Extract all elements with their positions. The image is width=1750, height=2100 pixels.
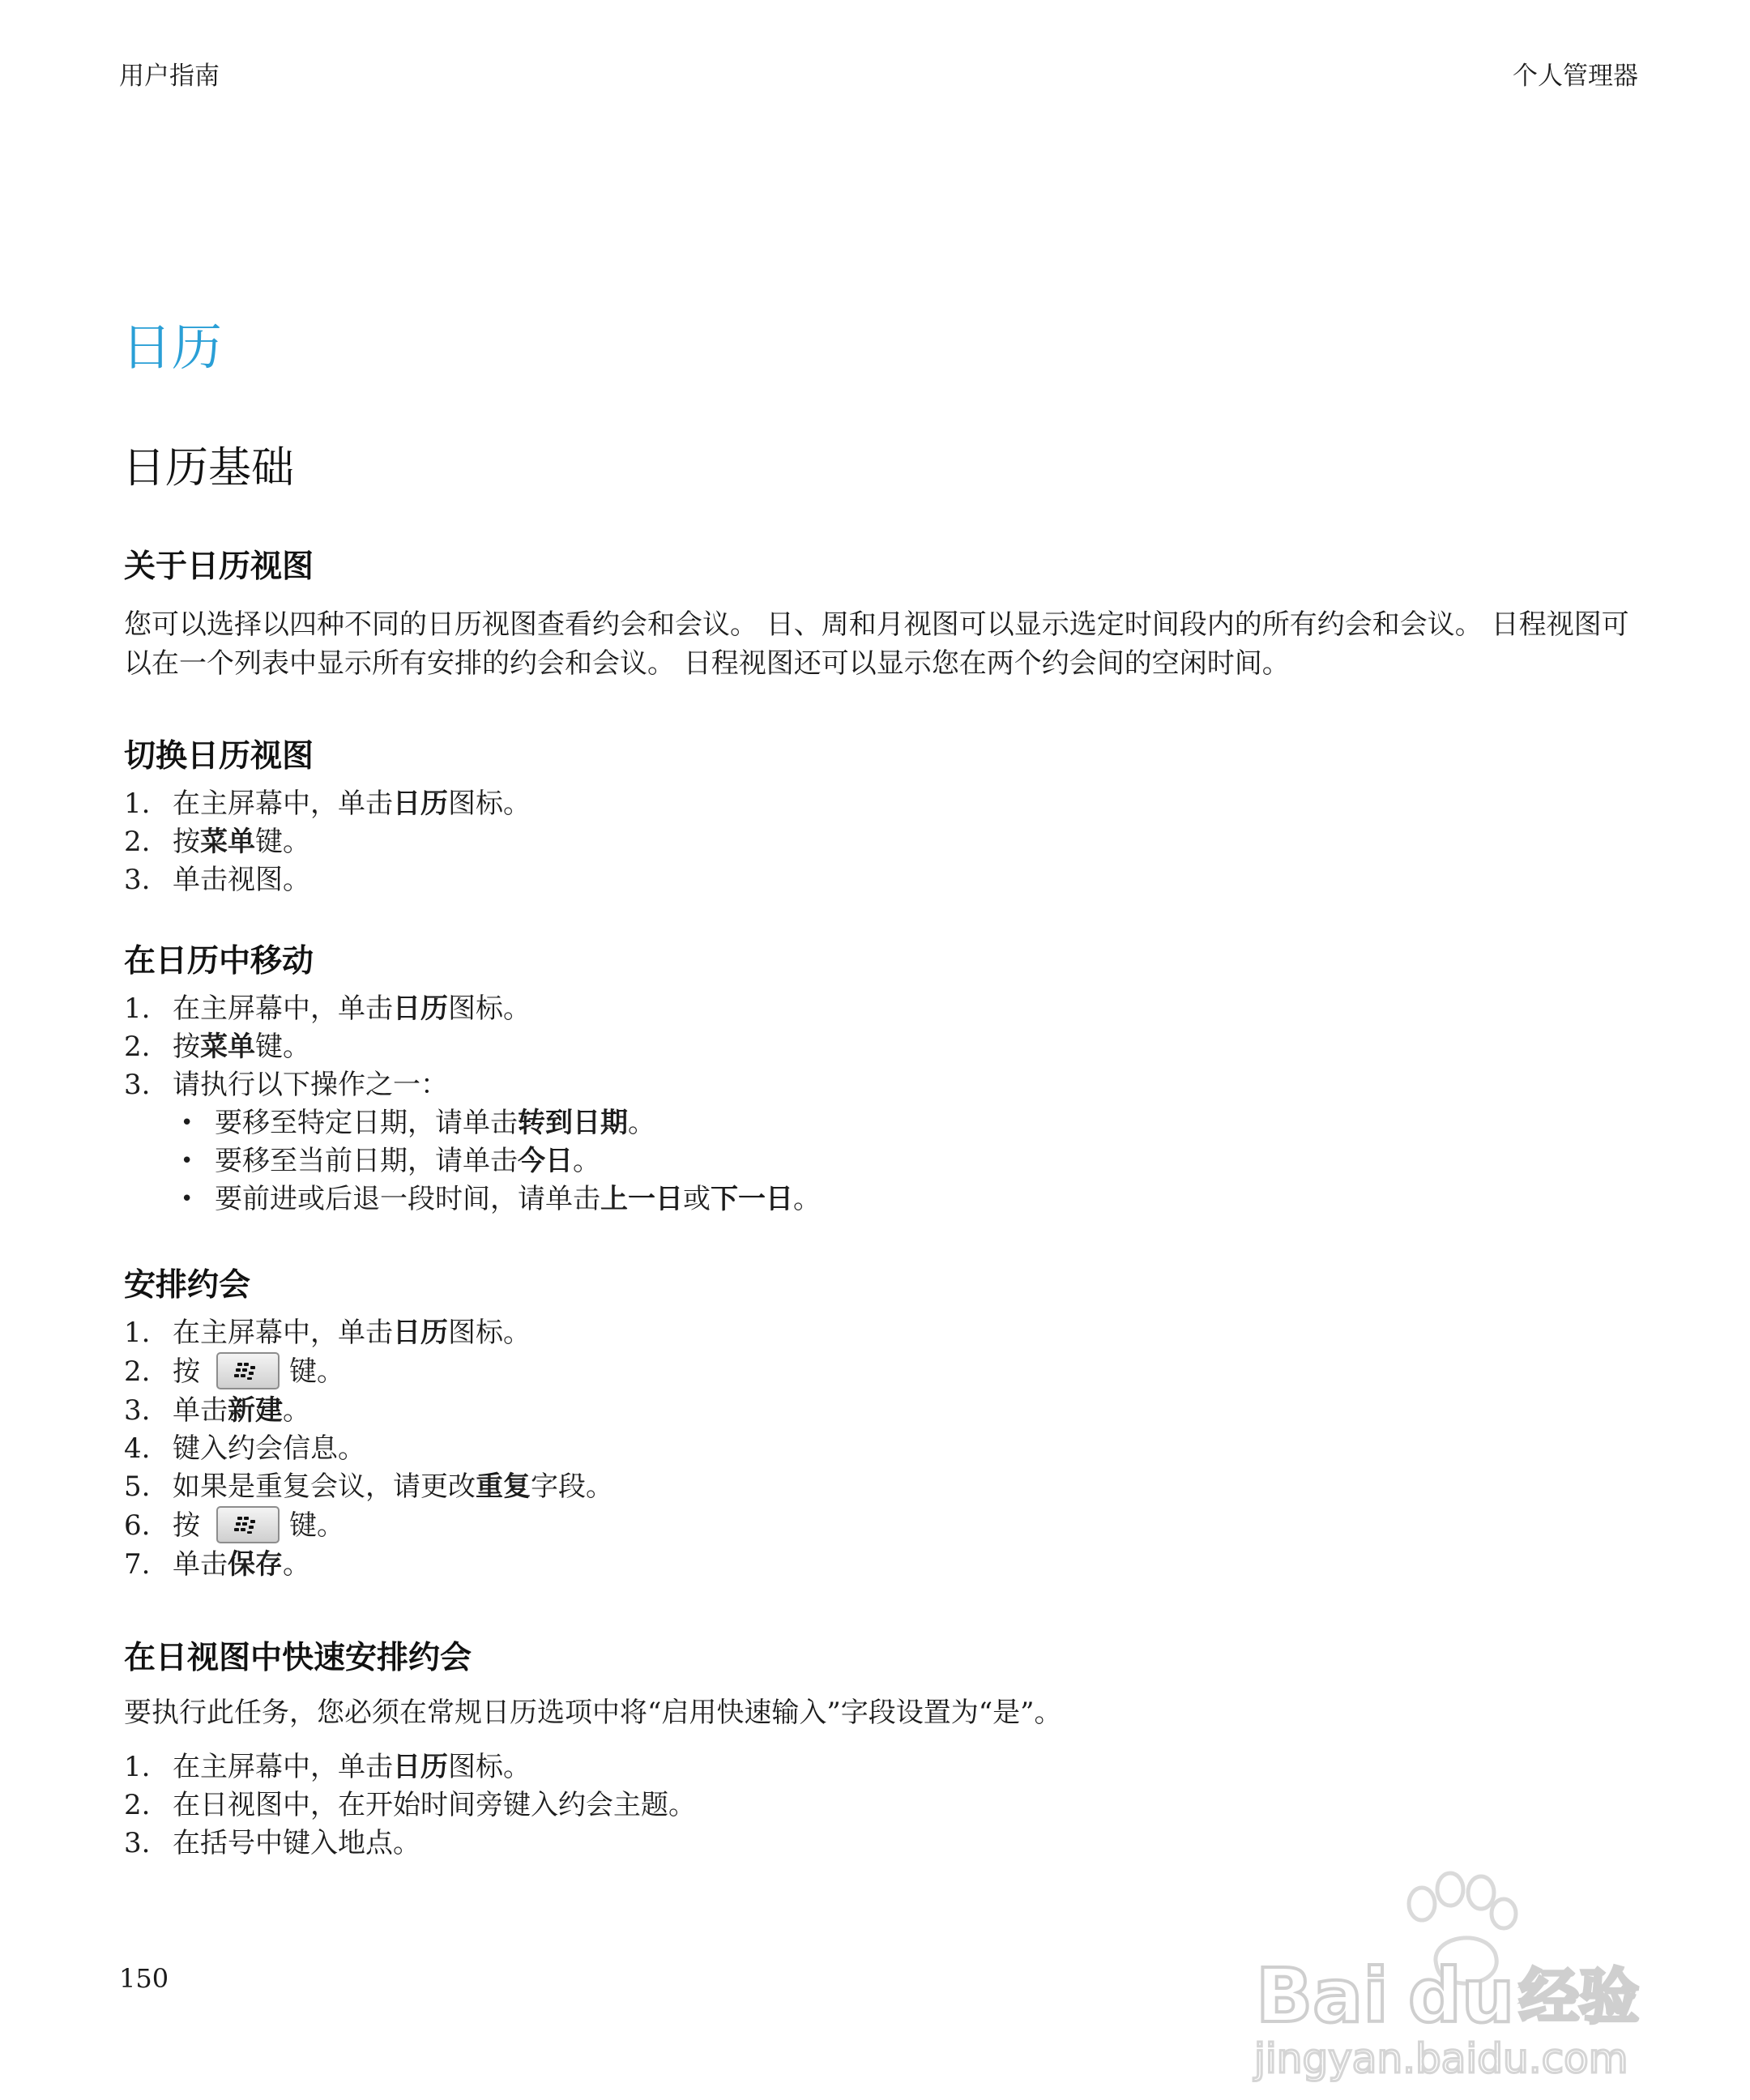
list-item xyxy=(124,1028,821,1066)
step-number: 2. xyxy=(124,826,151,858)
bullet-text: 。 xyxy=(573,1145,600,1177)
subsection-title-switch-views: 切换日历视图 xyxy=(124,738,314,775)
list-item xyxy=(124,1748,696,1786)
step-text: 按 xyxy=(173,1509,200,1542)
step-number: 2. xyxy=(124,1031,151,1063)
step-text: 在主屏幕中，单击 xyxy=(173,1317,393,1349)
page-number: 150 xyxy=(119,1963,169,1994)
step-text: 。 xyxy=(283,1548,310,1581)
ui-term: 转到日期 xyxy=(518,1107,628,1139)
list-item xyxy=(124,1546,613,1584)
bullet-icon: • xyxy=(181,1149,194,1173)
subsection-title-navigate: 在日历中移动 xyxy=(124,943,314,980)
step-text: 图标。 xyxy=(448,992,531,1025)
list-item xyxy=(124,1392,613,1430)
subsection-title-quick-schedule: 在日视图中快速安排约会 xyxy=(124,1640,472,1676)
step-number: 6. xyxy=(124,1509,151,1542)
step-text: 键。 xyxy=(289,1355,344,1388)
ui-term: 保存 xyxy=(228,1548,283,1581)
ui-term: 重复 xyxy=(476,1470,531,1503)
ui-term: 日历 xyxy=(393,788,448,820)
bullet-icon: • xyxy=(181,1187,194,1211)
bullet-icon: • xyxy=(181,1111,194,1135)
list-item xyxy=(124,1825,696,1863)
step-number: 2. xyxy=(124,1355,151,1388)
step-text: 图标。 xyxy=(448,1751,531,1783)
step-text: 键。 xyxy=(255,826,310,858)
ui-term: 菜单 xyxy=(200,826,255,858)
bullet-text: 。 xyxy=(793,1183,821,1215)
ui-term: 日历 xyxy=(393,1317,448,1349)
ui-term: 下一日 xyxy=(711,1183,793,1215)
ui-term: 菜单 xyxy=(200,1031,255,1063)
list-item xyxy=(124,1352,613,1392)
quick-schedule-steps xyxy=(124,1748,696,1863)
step-number: 3. xyxy=(124,1069,151,1101)
bullet-item xyxy=(124,1104,821,1142)
ui-term: 日历 xyxy=(393,992,448,1025)
section-title: 日历基础 xyxy=(122,443,294,493)
about-views-paragraph: 您可以选择以四种不同的日历视图查看约会和会议。 日、周和月视图可以显示选定时间段内的所有约会和会议。 日程视图可以在一个列表中显示所有安排的约会和会议。 日程视图还可以显示您在两个约会间的空闲时间。 xyxy=(124,608,1629,680)
step-text: 图标。 xyxy=(448,788,531,820)
step-text: 字段。 xyxy=(531,1470,613,1503)
baidu-jingyan-watermark xyxy=(1248,1839,1669,2085)
step-number: 3. xyxy=(124,864,151,896)
step-number: 1. xyxy=(124,992,151,1025)
step-text: 在主屏幕中，单击 xyxy=(173,992,393,1025)
running-header-right: 个人管理器 xyxy=(1513,62,1638,91)
step-text: 在主屏幕中，单击 xyxy=(173,788,393,820)
bullet-item xyxy=(124,1142,821,1180)
step-text: 按 xyxy=(173,1355,200,1388)
bullet-text: 。 xyxy=(628,1107,655,1139)
step-text: 按 xyxy=(173,826,200,858)
step-number: 7. xyxy=(124,1548,151,1581)
list-item xyxy=(124,1066,821,1104)
step-number: 3. xyxy=(124,1394,151,1427)
svg-text:经验: 经验 xyxy=(1519,1962,1639,2032)
ui-term: 上一日 xyxy=(600,1183,683,1215)
list-item xyxy=(124,861,531,899)
svg-text:jingyan.baidu.com: jingyan.baidu.com xyxy=(1254,2035,1628,2082)
list-item xyxy=(124,1506,613,1546)
running-header-left: 用户指南 xyxy=(119,62,220,91)
step-text: 在主屏幕中，单击 xyxy=(173,1751,393,1783)
blackberry-menu-key-icon xyxy=(216,1352,280,1389)
ui-term: 今日 xyxy=(518,1145,573,1177)
list-item xyxy=(124,1786,696,1825)
step-text: 请执行以下操作之一： xyxy=(173,1069,448,1101)
bullet-text: 或 xyxy=(683,1183,711,1215)
step-text: 键。 xyxy=(255,1031,310,1063)
subsection-title-schedule-appointment: 安排约会 xyxy=(124,1267,251,1304)
step-text: 键入约会信息。 xyxy=(173,1432,365,1465)
step-text: 按 xyxy=(173,1031,200,1063)
switch-views-steps xyxy=(124,785,531,899)
blackberry-menu-key-icon xyxy=(216,1506,280,1543)
bullet-text: 要移至当前日期，请单击 xyxy=(215,1145,518,1177)
step-text: 在括号中键入地点。 xyxy=(173,1827,420,1859)
bullet-text: 要移至特定日期，请单击 xyxy=(215,1107,518,1139)
step-number: 1. xyxy=(124,1317,151,1349)
list-item xyxy=(124,1314,613,1352)
step-text: 键。 xyxy=(289,1509,344,1542)
svg-text:du: du xyxy=(1408,1953,1515,2039)
step-number: 1. xyxy=(124,788,151,820)
quick-schedule-prerequisite: 要执行此任务，您必须在常规日历选项中将“启用快速输入”字段设置为“是”。 xyxy=(124,1697,1062,1729)
subsection-title-about-views: 关于日历视图 xyxy=(124,548,314,585)
step-number: 3. xyxy=(124,1827,151,1859)
list-item xyxy=(124,785,531,823)
list-item xyxy=(124,1430,613,1468)
schedule-appointment-steps xyxy=(124,1314,613,1584)
step-number: 4. xyxy=(124,1432,151,1465)
step-number: 1. xyxy=(124,1751,151,1783)
step-text: 单击 xyxy=(173,1548,228,1581)
step-text: 。 xyxy=(283,1394,310,1427)
svg-text:Bai: Bai xyxy=(1256,1953,1389,2039)
step-text: 图标。 xyxy=(448,1317,531,1349)
step-number: 5. xyxy=(124,1470,151,1503)
bullet-text: 要前进或后退一段时间，请单击 xyxy=(215,1183,600,1215)
navigate-steps xyxy=(124,990,821,1219)
list-item xyxy=(124,990,821,1028)
step-text: 如果是重复会议，请更改 xyxy=(173,1470,476,1503)
ui-term: 日历 xyxy=(393,1751,448,1783)
step-text: 在日视图中，在开始时间旁键入约会主题。 xyxy=(173,1789,696,1821)
list-item xyxy=(124,1468,613,1506)
ui-term: 新建 xyxy=(228,1394,283,1427)
bullet-item xyxy=(124,1180,821,1219)
step-text: 单击 xyxy=(173,1394,228,1427)
chapter-title: 日历 xyxy=(122,318,223,377)
list-item xyxy=(124,823,531,861)
step-number: 2. xyxy=(124,1789,151,1821)
step-text: 单击视图。 xyxy=(173,864,310,896)
